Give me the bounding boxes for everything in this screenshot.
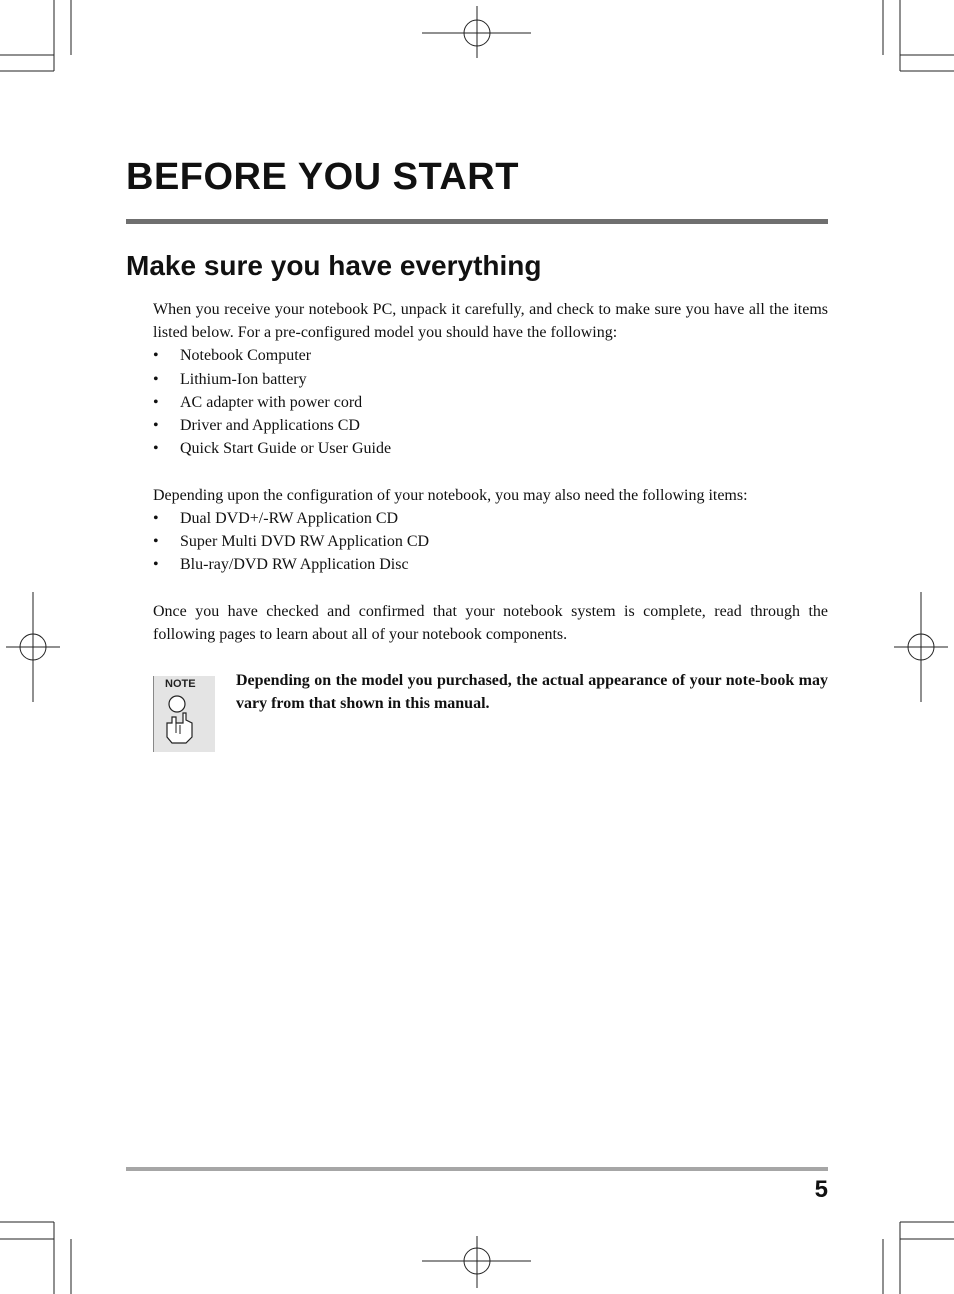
optional-items-list xyxy=(153,507,828,577)
list-item: • Dual DVD+/-RW Application CD xyxy=(153,507,828,530)
standard-items-list xyxy=(153,344,828,460)
page-title: BEFORE YOU START xyxy=(126,156,519,198)
note-badge xyxy=(153,676,215,752)
list-item: • Notebook Computer xyxy=(153,344,828,367)
intro-paragraph: When you receive your notebook PC, unpack it carefully, and check to make sure you have all the items listed below. For a pre-configured model you should have the following: xyxy=(153,301,828,342)
bullet: • xyxy=(153,347,159,365)
bullet: • xyxy=(153,440,159,458)
pointing-person-icon xyxy=(162,693,208,749)
bullet: • xyxy=(153,533,159,551)
bullet: • xyxy=(153,393,159,411)
bullet: • xyxy=(153,417,159,435)
closing-paragraph: Once you have checked and confirmed that your notebook system is complete, read through the following pages to learn about all of your notebook components. xyxy=(153,602,828,643)
body-text xyxy=(153,298,828,646)
list-item: • Quick Start Guide or User Guide xyxy=(153,437,828,460)
section-title: Make sure you have everything xyxy=(126,250,542,281)
list-item: • Super Multi DVD RW Application CD xyxy=(153,530,828,553)
bullet: • xyxy=(153,509,159,527)
footer-rule xyxy=(126,1167,828,1171)
title-rule xyxy=(126,219,828,224)
list-item: • Blu-ray/DVD RW Application Disc xyxy=(153,553,828,576)
page-number: 5 xyxy=(814,1176,828,1203)
note-label: NOTE xyxy=(165,678,196,690)
list-item: • Driver and Applications CD xyxy=(153,414,828,437)
list-item: • Lithium-Ion battery xyxy=(153,368,828,391)
list-item: • AC adapter with power cord xyxy=(153,391,828,414)
bullet: • xyxy=(153,556,159,574)
bullet: • xyxy=(153,370,159,388)
note-text: Depending on the model you purchased, the actual appearance of your note-book may vary from that shown in this manual. xyxy=(236,672,828,712)
optional-intro-paragraph: Depending upon the configuration of your notebook, you may also need the following items: xyxy=(153,486,748,504)
